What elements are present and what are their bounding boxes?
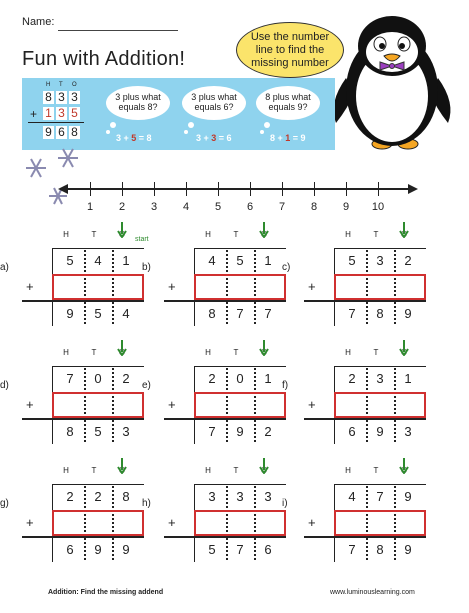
top-digit: 3 (236, 489, 244, 504)
top-digit: 5 (348, 253, 356, 268)
eq-answer: 3 (211, 133, 217, 143)
cloud-line-2: equals 8? (118, 102, 158, 112)
grid-line (194, 366, 286, 367)
top-digit: 5 (66, 253, 74, 268)
number-line (58, 178, 418, 218)
sum-rule (164, 300, 286, 302)
top-digit: 3 (264, 489, 272, 504)
hto-label: O (118, 230, 126, 239)
top-digit: 5 (236, 253, 244, 268)
footer-url: www.luminouslearning.com (330, 589, 415, 596)
number-line-tick (186, 182, 187, 196)
number-line-label: 4 (182, 201, 190, 213)
plus-sign: + (308, 515, 316, 530)
number-line-tick (154, 182, 155, 196)
arrow-down-icon (117, 340, 127, 356)
example-sum-digit: 9 (43, 126, 54, 139)
number-line-label: 9 (342, 201, 350, 213)
sum-rule (164, 418, 286, 420)
arrow-down-icon (399, 458, 409, 474)
sum-digit: 5 (94, 306, 102, 321)
name-line[interactable] (58, 30, 178, 31)
sum-digit: 2 (264, 424, 272, 439)
top-digit: 3 (376, 253, 384, 268)
missing-addend-box[interactable] (194, 392, 286, 418)
problem-letter: h) (142, 498, 151, 509)
top-digit: 2 (348, 371, 356, 386)
footer-caption: Addition: Find the missing addend (48, 589, 164, 596)
example-mid-digit: 3 (56, 107, 67, 120)
hto-label: T (373, 348, 379, 357)
number-line-tick (282, 182, 283, 196)
number-line-label: 8 (310, 201, 318, 213)
hto-label: T (91, 348, 97, 357)
number-line-label: 10 (371, 201, 385, 213)
bubble-line-3: missing number (251, 57, 329, 69)
sum-digit: 4 (122, 306, 130, 321)
number-line-tick (122, 182, 123, 196)
top-digit: 1 (264, 371, 272, 386)
sum-rule (304, 300, 426, 302)
top-digit: 2 (208, 371, 216, 386)
sum-rule (304, 536, 426, 538)
sum-rule (304, 418, 426, 420)
cloud-equation (116, 133, 152, 143)
number-line-tick (346, 182, 347, 196)
eq-part: = 8 (136, 133, 152, 143)
top-digit: 7 (66, 371, 74, 386)
plus-sign: + (26, 279, 34, 294)
thought-puff (188, 122, 194, 128)
thought-puff (110, 122, 116, 128)
arrow-down-icon (259, 222, 269, 238)
plus-sign: + (308, 279, 316, 294)
missing-addend-box[interactable] (194, 510, 286, 536)
sum-digit: 9 (122, 542, 130, 557)
hto-label: H (345, 230, 351, 239)
cloud-line-1: 3 plus what (115, 92, 161, 102)
thought-puff (106, 130, 110, 134)
missing-addend-box[interactable] (334, 274, 426, 300)
arrow-down-icon (399, 340, 409, 356)
penguin-icon (326, 8, 458, 158)
problem-letter: g) (0, 498, 9, 509)
problem-letter: f) (282, 380, 289, 391)
number-line-label: 6 (246, 201, 254, 213)
plus-sign: + (168, 397, 176, 412)
start-label: start (135, 236, 149, 243)
thought-cloud (182, 86, 246, 120)
hto-label: H (345, 348, 351, 357)
hto-label: T (91, 230, 97, 239)
top-digit: 3 (376, 371, 384, 386)
arrow-down-icon (117, 458, 127, 474)
number-line-tick (90, 182, 91, 196)
sum-digit: 7 (236, 306, 244, 321)
hto-label: O (260, 466, 268, 475)
thought-puff (260, 130, 264, 134)
top-digit: 8 (122, 489, 130, 504)
hto-label: H (63, 230, 69, 239)
top-digit: 1 (404, 371, 412, 386)
hto-label: O (118, 348, 126, 357)
name-label: Name: (22, 16, 55, 28)
sum-digit: 8 (208, 306, 216, 321)
plus-sign: + (308, 397, 316, 412)
thought-cloud (106, 86, 170, 120)
missing-addend-box[interactable] (52, 392, 144, 418)
sum-digit: 3 (122, 424, 130, 439)
eq-part: 3 + (196, 133, 212, 143)
eq-part: = 6 (216, 133, 232, 143)
number-line-tick (314, 182, 315, 196)
top-digit: 7 (376, 489, 384, 504)
problem-letter: d) (0, 380, 9, 391)
top-digit: 2 (94, 489, 102, 504)
sum-digit: 9 (404, 542, 412, 557)
sum-digit: 7 (348, 542, 356, 557)
number-line-axis (58, 178, 418, 200)
plus-sign: + (26, 515, 34, 530)
example-top-digit: 3 (56, 91, 67, 104)
problem-letter: b) (142, 262, 151, 273)
number-line-label: 5 (214, 201, 222, 213)
eq-answer: 1 (285, 133, 291, 143)
hto-label: O (400, 466, 408, 475)
hto-label: T (233, 348, 239, 357)
grid-line (334, 484, 426, 485)
problem-letter: a) (0, 262, 9, 273)
plus-sign: + (168, 279, 176, 294)
hto-label: H (205, 230, 211, 239)
hto-label: T (59, 82, 63, 88)
missing-addend-box[interactable] (334, 510, 426, 536)
grid-line (194, 248, 286, 249)
eq-part: = 9 (290, 133, 306, 143)
sum-digit: 7 (348, 306, 356, 321)
plus-sign: + (30, 107, 38, 121)
missing-addend-box[interactable] (52, 274, 144, 300)
sum-digit: 5 (208, 542, 216, 557)
sum-digit: 6 (66, 542, 74, 557)
hto-label: H (205, 466, 211, 475)
hto-label: T (91, 466, 97, 475)
hto-label: H (63, 466, 69, 475)
sum-digit: 7 (236, 542, 244, 557)
hto-label: O (400, 348, 408, 357)
top-digit: 9 (404, 489, 412, 504)
example-mid-digit: 1 (43, 107, 54, 120)
sum-digit: 8 (66, 424, 74, 439)
hto-label: O (118, 466, 126, 475)
bubble-line-2: line to find the (255, 44, 325, 56)
cloud-line-1: 3 plus what (191, 92, 237, 102)
missing-addend-box[interactable] (334, 392, 426, 418)
sum-digit: 9 (236, 424, 244, 439)
grid-line (194, 484, 286, 485)
problem-letter: e) (142, 380, 151, 391)
example-sum-digit: 6 (56, 126, 67, 139)
hto-label: T (373, 466, 379, 475)
cloud-line-2: equals 9? (268, 102, 308, 112)
hto-label: T (233, 230, 239, 239)
page-title: Fun with Addition! (22, 48, 186, 70)
arrow-down-icon (259, 340, 269, 356)
top-digit: 4 (94, 253, 102, 268)
thought-cloud (256, 86, 320, 120)
sum-digit: 8 (376, 306, 384, 321)
eq-part: 8 + (270, 133, 286, 143)
sum-digit: 9 (404, 306, 412, 321)
eq-answer: 5 (131, 133, 137, 143)
sum-rule (22, 418, 144, 420)
hto-label: H (205, 348, 211, 357)
bubble-line-1: Use the number (250, 31, 330, 43)
cloud-equation (196, 133, 232, 143)
hto-label: O (400, 230, 408, 239)
top-digit: 0 (94, 371, 102, 386)
plus-sign: + (26, 397, 34, 412)
number-line-label: 2 (118, 201, 126, 213)
hto-label: H (345, 466, 351, 475)
hto-label: T (233, 466, 239, 475)
top-digit: 2 (404, 253, 412, 268)
sum-digit: 9 (376, 424, 384, 439)
missing-addend-box[interactable] (52, 510, 144, 536)
hto-label: O (260, 348, 268, 357)
number-line-label: 7 (278, 201, 286, 213)
sum-digit: 7 (208, 424, 216, 439)
hto-label: H (46, 82, 51, 88)
cloud-line-2: equals 6? (194, 102, 234, 112)
hto-label: T (373, 230, 379, 239)
sum-rule (22, 536, 144, 538)
grid-line (334, 248, 426, 249)
number-line-tick (218, 182, 219, 196)
sum-digit: 7 (264, 306, 272, 321)
top-digit: 3 (208, 489, 216, 504)
grid-line (52, 484, 144, 485)
number-line-tick (250, 182, 251, 196)
sum-rule (28, 122, 84, 123)
thought-puff (184, 130, 188, 134)
top-digit: 0 (236, 371, 244, 386)
example-top-digit: 8 (43, 91, 54, 104)
top-digit: 2 (122, 371, 130, 386)
sum-digit: 3 (404, 424, 412, 439)
top-digit: 4 (348, 489, 356, 504)
plus-sign: + (168, 515, 176, 530)
problem-letter: c) (282, 262, 291, 273)
number-line-label: 1 (86, 201, 94, 213)
sum-digit: 8 (376, 542, 384, 557)
grid-line (52, 366, 144, 367)
missing-addend-box[interactable] (194, 274, 286, 300)
thought-puff (264, 122, 270, 128)
sum-digit: 5 (94, 424, 102, 439)
top-digit: 2 (66, 489, 74, 504)
eq-part: 3 + (116, 133, 132, 143)
sum-digit: 9 (94, 542, 102, 557)
number-line-label: 3 (150, 201, 158, 213)
hto-label: H (63, 348, 69, 357)
arrow-down-icon (259, 458, 269, 474)
top-digit: 4 (208, 253, 216, 268)
top-digit: 1 (264, 253, 272, 268)
number-line-tick (378, 182, 379, 196)
hto-label: O (72, 82, 77, 88)
sum-digit: 6 (264, 542, 272, 557)
grid-line (52, 248, 144, 249)
example-banner (22, 78, 335, 150)
sum-digit: 6 (348, 424, 356, 439)
top-digit: 1 (122, 253, 130, 268)
grid-line (334, 366, 426, 367)
hto-label: O (260, 230, 268, 239)
problem-letter: i) (282, 498, 288, 509)
example-sum-digit: 8 (69, 126, 80, 139)
sum-rule (22, 300, 144, 302)
sum-digit: 9 (66, 306, 74, 321)
example-top-digit: 3 (69, 91, 80, 104)
cloud-equation (270, 133, 306, 143)
sum-rule (164, 536, 286, 538)
example-mid-digit: 5 (69, 107, 80, 120)
arrow-down-icon (399, 222, 409, 238)
cloud-line-1: 8 plus what (265, 92, 311, 102)
arrow-down-icon (117, 222, 127, 238)
